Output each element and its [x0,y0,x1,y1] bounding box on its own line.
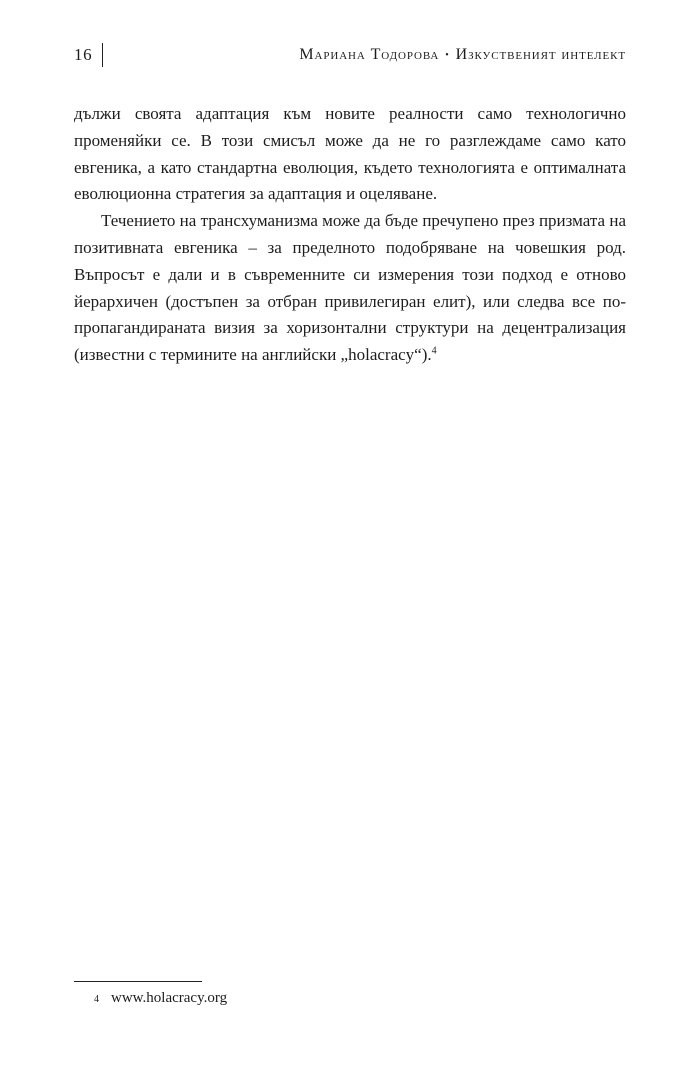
book-title: Изкуственият интелект [455,46,626,63]
header-separator: • [445,50,450,61]
footnote-text: www.holacracy.org [111,990,228,1006]
page-number: 16 [74,45,93,64]
author-name: Мариана Тодорова [299,46,440,63]
footnote-reference: 4 [431,345,437,357]
running-header [74,40,626,70]
body-text [74,101,626,369]
paragraph-text: дължи своята адаптация към новите реалности само технологично променяйки се. В този смисъл може да не го разглеждаме само като евгеника, а като стандартна еволюция, където технологията е оптималната еволюционна стратегия за адаптация и оцеляване. [74,104,626,204]
paragraph-text: Течението на трансхуманизма може да бъде пречупено през призмата на позитивната евгеника – за пределното подобряване на човешкия род. Въпросът е дали и в съвременните си измерения този подход е отново йерархичен (достъпен за отбран привилегиран елит), или следва все по-пропагандираната визия за хоризонтални структури на децентрализация (известни с термините на английски „holacracy“). [74,211,626,365]
footnote-divider [74,981,202,982]
paragraph [74,101,626,208]
page-number-divider [102,43,103,67]
page-number-group [74,43,103,67]
footnote: 4 www.holacracy.org [94,990,228,1006]
running-title [299,46,626,64]
paragraph [74,208,626,369]
